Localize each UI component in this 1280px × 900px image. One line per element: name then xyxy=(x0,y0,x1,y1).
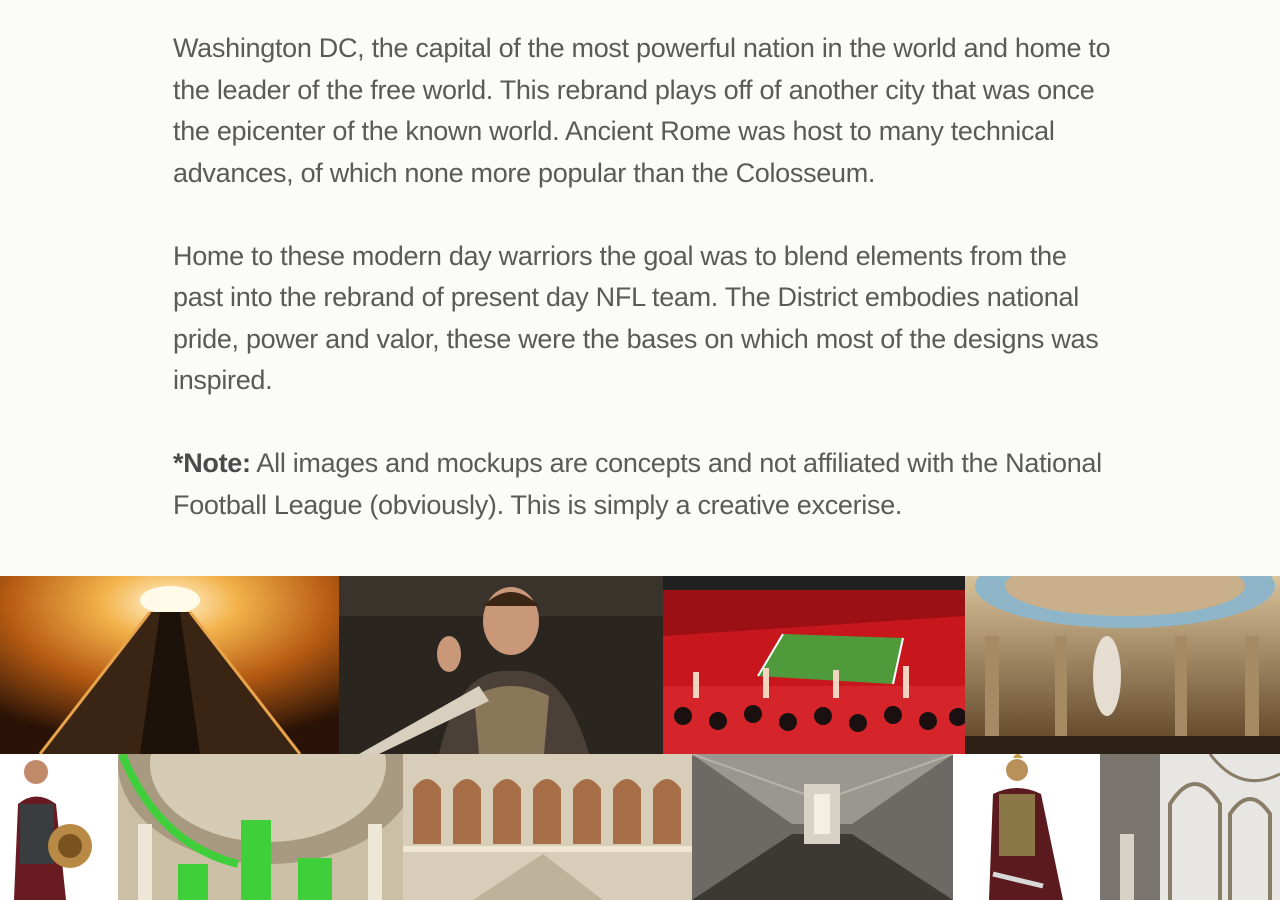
roman-soldier-shield-image xyxy=(0,754,118,900)
description-paragraph-2: Home to these modern day warriors the goal was to blend elements from the past into the rebrand of present day NFL team. The District embodies national pride, power and valor, these were the bases on which most of the designs was inspired. xyxy=(173,240,1099,395)
project-description xyxy=(173,28,1123,526)
centurion-figure-image xyxy=(953,754,1100,900)
gothic-hall-image xyxy=(1100,754,1280,900)
description-paragraph-1: Washington DC, the capital of the most powerful nation in the world and home to the leader of the free world. This rebrand plays off of another city that was once the epicenter of the known world. Ancient Rome was host to many technical advances, of which none more popular than the Colosseum. xyxy=(173,33,1111,188)
gladiator-emperor-image xyxy=(339,576,663,754)
palace-interior-image xyxy=(965,576,1280,754)
description-note xyxy=(173,443,1123,526)
stadium-crowd-image xyxy=(663,576,965,754)
metro-escalator-image xyxy=(0,576,339,754)
note-text: All images and mockups are concepts and not affiliated with the National Football League (obviously). This is simply a creative excerise. xyxy=(173,448,1102,520)
arched-courtyard-image xyxy=(403,754,692,900)
note-label: *Note: xyxy=(173,448,251,478)
metro-station-vault-image xyxy=(692,754,953,900)
moodboard-gallery xyxy=(0,576,1280,900)
memorial-dome-image xyxy=(118,754,403,900)
